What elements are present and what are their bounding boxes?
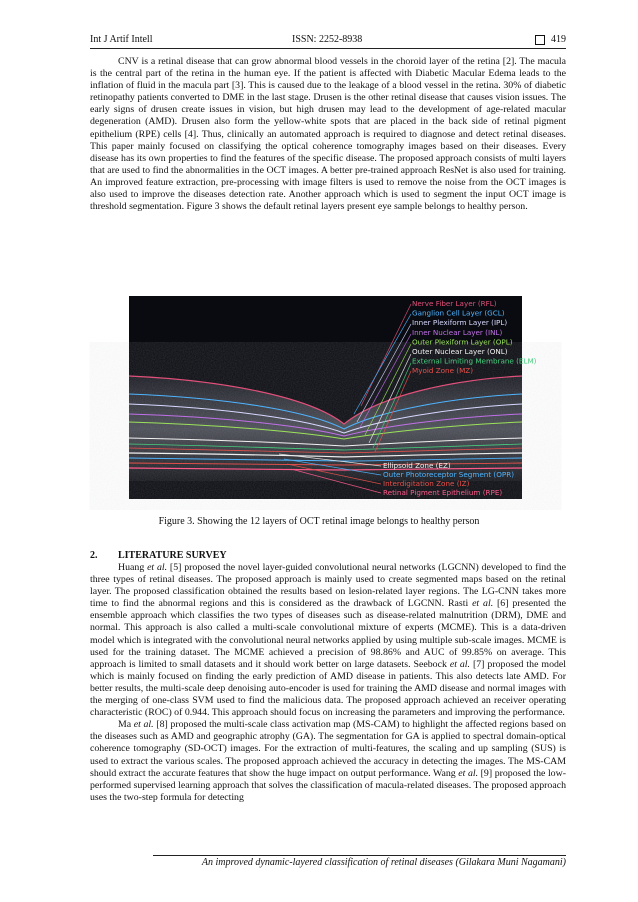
figure-caption: Figure 3. Showing the 12 layers of OCT retinal image belongs to healthy person [158,516,480,527]
lit-text-d: [7] proposed the model which is mainly focused on finding the early prediction of AMD disease in patients. This also detects late AMD. For better results, the multi-scale deep denoising auto-encoder is used for training the AMD disease and normal images with the merging of one-class SVM used to find the malicious data. The proposed approach achieved an receiver operating characteristic (ROC) of 0.944. This approach should focus on increasing the parameters and improving the performance. [90,658,567,719]
layer-label-bottom-2: Interdigitation Zone (IZ) [383,479,470,488]
oct-retinal-figure [129,296,537,499]
header-divider [90,48,566,49]
page-number: 419 [551,34,566,45]
layer-label-top-6: External Limiting Membrane (ELM) [412,356,537,366]
layer-label-top-3: Inner Nuclear Layer (INL) [412,327,503,337]
lit-em-a: et al. [147,562,168,573]
lit-text-b: [5] proposed the novel layer-guided convolutional neural networks (LGCNN) developed to find the three types of retinal diseases. The proposed approach is mainly used to create segmented maps based on the retinal layer. The proposed classification obtained the results based on lesion-related layer regions. The LG-CNN takes more time to find the abnormal regions and this is considered as the drawback of LGCNN. Rasti [90,562,566,610]
lit-text-f: [9] proposed the low-performed supervised learning approach that solves the classification of macula-related diseases. The proposed approach uses the two-step formula for detecting [90,767,566,803]
layer-label-top-7: Myoid Zone (MZ) [412,366,474,376]
layer-label-bottom-3: Retinal Pigment Epithelium (RPE) [383,488,503,497]
layer-label-top-1: Ganglion Cell Layer (GCL) [412,308,505,318]
lit-text-e: [8] proposed the multi-scale class activation map (MS-CAM) to highlight the affected regions based on the diseases such as AMD and geographic atrophy (GA). The segmentation for GA is applied to spectral domain-optical coherence tomography (SD-OCT) images. For the extraction of multi-features, the scaling and up sampling (SUS) is used to extract the various scales. The proposed approach achieved the accuracy in detecting the images. The MS-CAM should extract the accurate features that show the huge impact on output performance. Wang [90,719,566,779]
layer-label-top-0: Nerve Fiber Layer (RFL) [412,299,497,308]
lit-em-c: et al. [449,658,471,670]
layer-label-top-5: Outer Nuclear Layer (ONL) [412,347,508,356]
issn: ISSN: 2252-8938 [292,34,363,45]
literature-paragraph [90,562,566,804]
lit-text-e-pre: Ma [118,719,134,731]
lit-text-a: Huang [118,562,148,573]
running-header [90,34,566,48]
layer-label-bottom-1: Outer Photoreceptor Segment (OPR) [383,470,515,479]
footer-divider [153,855,566,856]
section-heading [90,550,227,561]
running-footer: An improved dynamic-layered classification of retinal diseases (Gilakara Muni Nagamani) [201,857,566,868]
lit-em-b: et al. [472,598,494,610]
lit-text-c: [6] presented the ensemble approach which classifies the two types of diseases such as disease-related malnutrition (DRM), DME and normal. This approach is also called a multi-scale convolutional mixture of experts (MCME). This is a data-driven model which is integrated with the convolutional neural networks applied by using multiple sub-scale images. MCME is used for the training dataset. The MCME achieved a precision of 98.86% and AUC of 99.85% on average. This approach is limited to small datasets and it should work better on large datasets. Seebock [90,598,566,670]
checkbox-square-icon [535,35,545,45]
lit-em-f: et al. [458,767,479,779]
layer-label-top-2: Inner Plexiform Layer (IPL) [412,318,508,328]
journal-name: Int J Artif Intell [90,34,153,45]
oct-scan-image [129,296,537,499]
intro-paragraph: CNV is a retinal disease that can grow abnormal blood vessels in the choroid layer of the retina [2]. The macula is the central part of the retina in the human eye. If the patient is affected with Diabetic Macular Edema leads to the inflation of fluid in the macula part [3]. This is caused due to the leakage of a blood vessel in the retina. 30% of diabetic retinopathy patients converted to DME in the last stage. Drusen is the other retinal disease that causes vision issues. The early signs of drusen create issues in vision, but high drusen may lead to the development of age-related macular degeneration (AMD). Drusen also form the yellow-white spots that are placed in the back side of retinal pigment epithelium (RPE) cells [4]. Thus, clinically an automated approach is required to diagnose and detect retinal diseases. This paper mainly focused on classifying the optical coherence tomography images based on their diseases. Every disease has its own properties to find the features of the specific disease. The proposed approach consists of multi layers that are used to find the abnormalities in the OCT images. A better pre-trained approach ResNet is also used for training. An improved feature extraction, pre-processing with image filters is used to remove the noise from the OCT images is also used to improve the diseases detection rate. Another approach which is used to segment the input OCT image is threshold segmentation. Figure 3 shows the default retinal layers present eye sample belongs to healthy person. [90,56,566,213]
layer-label-top-4: Outer Plexiform Layer (OPL) [412,337,513,347]
section-title: LITERATURE SURVEY [118,550,227,561]
lit-em-e: et al. [133,719,154,731]
layer-label-bottom-0: Ellipsoid Zone (EZ) [383,461,451,470]
section-number: 2. [90,550,98,561]
